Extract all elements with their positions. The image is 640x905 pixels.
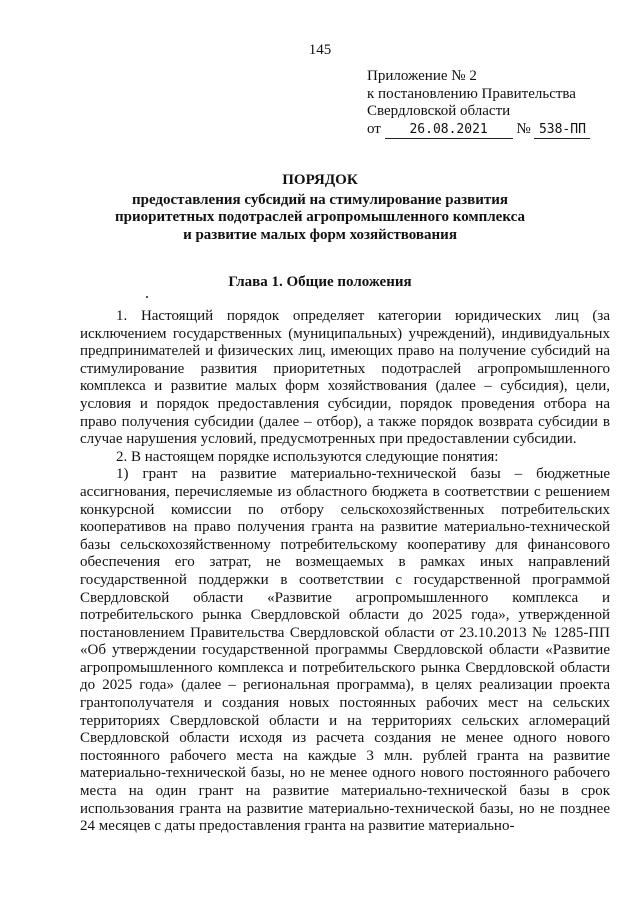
body-text [80,308,610,836]
stray-mark [146,296,148,298]
appendix-line-decree: к постановлению Правительства [367,85,576,102]
paragraph-2-item-1: 1) грант на развитие материально-технической базы – бюджетные ассигнования, перечисляемые из областного бюджета в соответствии с решением конкурсной комиссии по отбору сельскохозяйственных потребительских кооперативов на право получения гранта на развитие материально-технической базы сельскохозяйственному потребительскому кооперативу для финансового обеспечения его затрат, не возмещаемых в рамках иных направлений государственной поддержки в соответствии с государственной программой Свердловской области «Развитие агропромышленного комплекса и потребительского рынка Свердловской области до 2025 года», утвержденной постановлением Правительства Свердловской области от 23.10.2013 № 1285-ПП «Об утверждении государственной программы Свердловской области «Развитие агропромышленного комплекса и потребительского рынка Свердловской области до 2025 года» (далее – региональная программа), в целях реализации проекта грантополучателя и создания новых постоянных рабочих мест на сельских территориях Свердловской области и на территориях сельских агломераций Свердловской области исходя из расчета создания не менее одного нового постоянного рабочего места на каждые 3 млн. рублей гранта на развитие материально-технической базы, но не менее одного нового постоянного рабочего места на один грант на развитие материально-технической базы в срок использования гранта на развитие материально-технической базы, но не позднее 24 месяцев с даты предоставления гранта на развитие материально- [80,466,610,835]
appendix-block [367,68,590,139]
page-number: 145 [308,42,332,58]
decree-date: 26.08.2021 [385,121,513,140]
from-label: от [367,120,381,137]
title-main: ПОРЯДОК [282,172,358,188]
title-subtitle-line-3: и развитие малых форм хозяйствования [183,226,457,243]
number-label: № [516,120,531,137]
appendix-title: Приложение № 2 [367,68,477,84]
paragraph-2: 2. В настоящем порядке используются следующие понятия: [116,448,499,465]
chapter-heading: Глава 1. Общие положения [228,274,412,290]
title-subtitle-line-1: предоставления субсидий на стимулирование развития [131,191,509,208]
appendix-line-region: Свердловской области [367,103,511,119]
document-title [0,172,640,244]
appendix-date-line [367,121,590,140]
title-subtitle-line-2: приоритетных подотраслей агропромышленного комплекса [115,209,525,225]
paragraph-1: 1. Настоящий порядок определяет категории юридических лиц (за исключением государственных (муниципальных) учреждений), индивидуальных предпринимателей и физических лиц, имеющих право на получение субсидий на стимулирование развития приоритетных подотраслей агропромышленного комплекса и развитие малых форм хозяйствования (далее – субсидия), цели, условия и порядок предоставления субсидии, порядок проведения отбора на право получения субсидии (далее – отбор), а также порядок возврата субсидии в случае нарушения условий, предусмотренных при предоставлении субсидии. [80,308,610,448]
decree-number: 538-ПП [534,121,590,140]
